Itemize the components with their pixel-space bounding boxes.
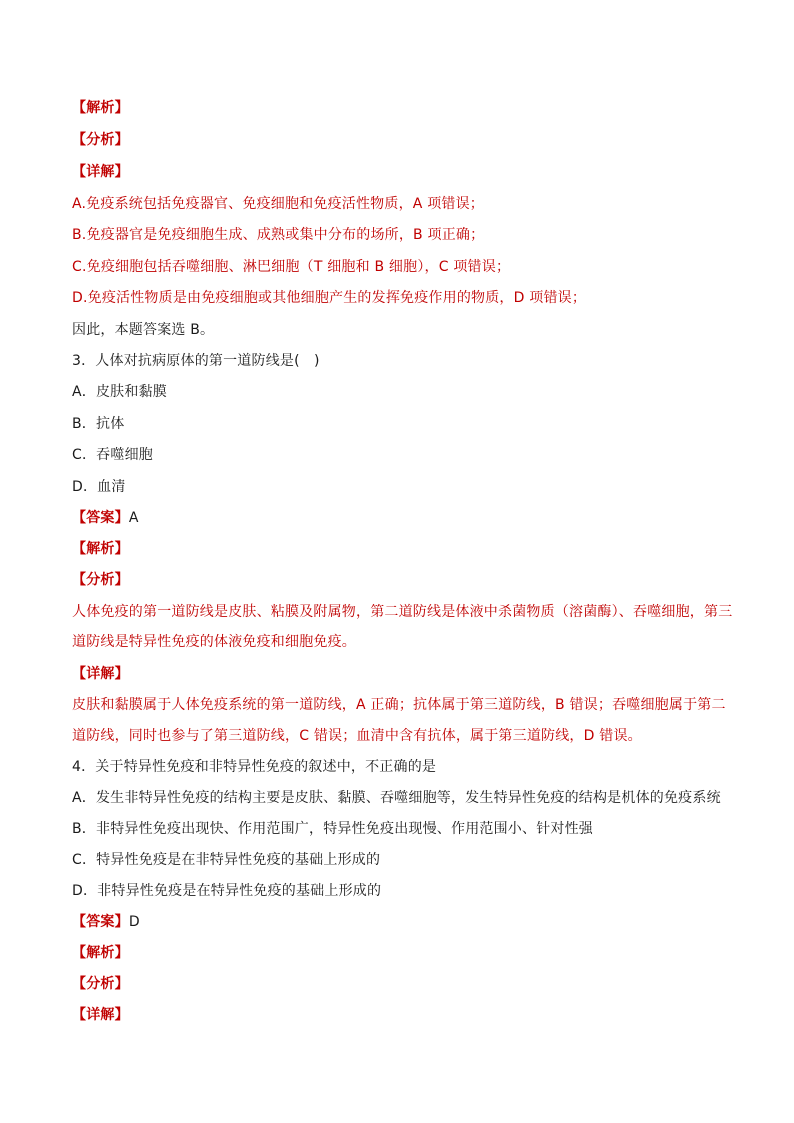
q4-answer-row — [72, 911, 140, 933]
q4-option-a: A．发生非特异性免疫的结构主要是皮肤、黏膜、吞噬细胞等，发生特异性免疫的结构是机体的免疫系统 — [72, 790, 721, 806]
q2-reasoning-heading: 【分析】 — [72, 132, 129, 148]
q3-answer-value: A — [128, 510, 139, 526]
q4-question: 4．关于特异性免疫和非特异性免疫的叙述中，不正确的是 — [72, 759, 437, 775]
q3-reasoning-line-2: 道防线是特异性免疫的体液免疫和细胞免疫。 — [72, 634, 356, 650]
q4-option-b: B．非特异性免疫出现快、作用范围广，特异性免疫出现慢、作用范围小、针对性强 — [72, 821, 594, 837]
q2-detail-line-d: D.免疫活性物质是由免疫细胞或其他细胞产生的发挥免疫作用的物质，D 项错误； — [72, 290, 587, 306]
q2-detail-line-b: B.免疫器官是免疫细胞生成、成熟或集中分布的场所，B 项正确； — [72, 227, 485, 243]
q3-detail-line-2: 道防线，同时也参与了第三道防线，C 错误；血清中含有抗体，属于第三道防线，D 错误。 — [72, 728, 642, 744]
q2-conclusion: 因此，本题答案选 B。 — [72, 322, 215, 338]
q2-detail-line-c: C.免疫细胞包括吞噬细胞、淋巴细胞（T 细胞和 B 细胞），C 项错误； — [72, 259, 511, 275]
q3-reasoning-heading: 【分析】 — [72, 572, 129, 588]
q4-analysis-heading: 【解析】 — [72, 945, 129, 961]
q3-detail-heading: 【详解】 — [72, 666, 129, 682]
q2-detail-line-a: A.免疫系统包括免疫器官、免疫细胞和免疫活性物质，A 项错误； — [72, 196, 485, 212]
q3-option-b: B．抗体 — [72, 416, 125, 432]
q4-answer-value: D — [128, 914, 140, 930]
q3-option-a: A．皮肤和黏膜 — [72, 384, 167, 400]
q4-answer-label: 【答案】 — [72, 914, 129, 930]
q3-option-d: D．血清 — [72, 479, 126, 495]
q3-detail-line-1: 皮肤和黏膜属于人体免疫系统的第一道防线，A 正确；抗体属于第三道防线，B 错误；吞噬细胞属于第二 — [72, 697, 726, 713]
q3-answer-label: 【答案】 — [72, 510, 129, 526]
q4-option-c: C．特异性免疫是在非特异性免疫的基础上形成的 — [72, 852, 381, 868]
q2-detail-heading: 【详解】 — [72, 164, 129, 180]
q3-question: 3．人体对抗病原体的第一道防线是( ) — [72, 353, 320, 369]
q3-analysis-heading: 【解析】 — [72, 541, 129, 557]
q3-option-c: C．吞噬细胞 — [72, 447, 153, 463]
q3-reasoning-line-1: 人体免疫的第一道防线是皮肤、粘膜及附属物，第二道防线是体液中杀菌物质（溶菌酶）、吞噬细胞，第三 — [72, 604, 733, 620]
q4-detail-heading: 【详解】 — [72, 1007, 129, 1023]
q4-reasoning-heading: 【分析】 — [72, 976, 129, 992]
q2-analysis-heading: 【解析】 — [72, 100, 129, 116]
q4-option-d: D．非特异性免疫是在特异性免疫的基础上形成的 — [72, 883, 382, 899]
q3-answer-row — [72, 507, 139, 529]
